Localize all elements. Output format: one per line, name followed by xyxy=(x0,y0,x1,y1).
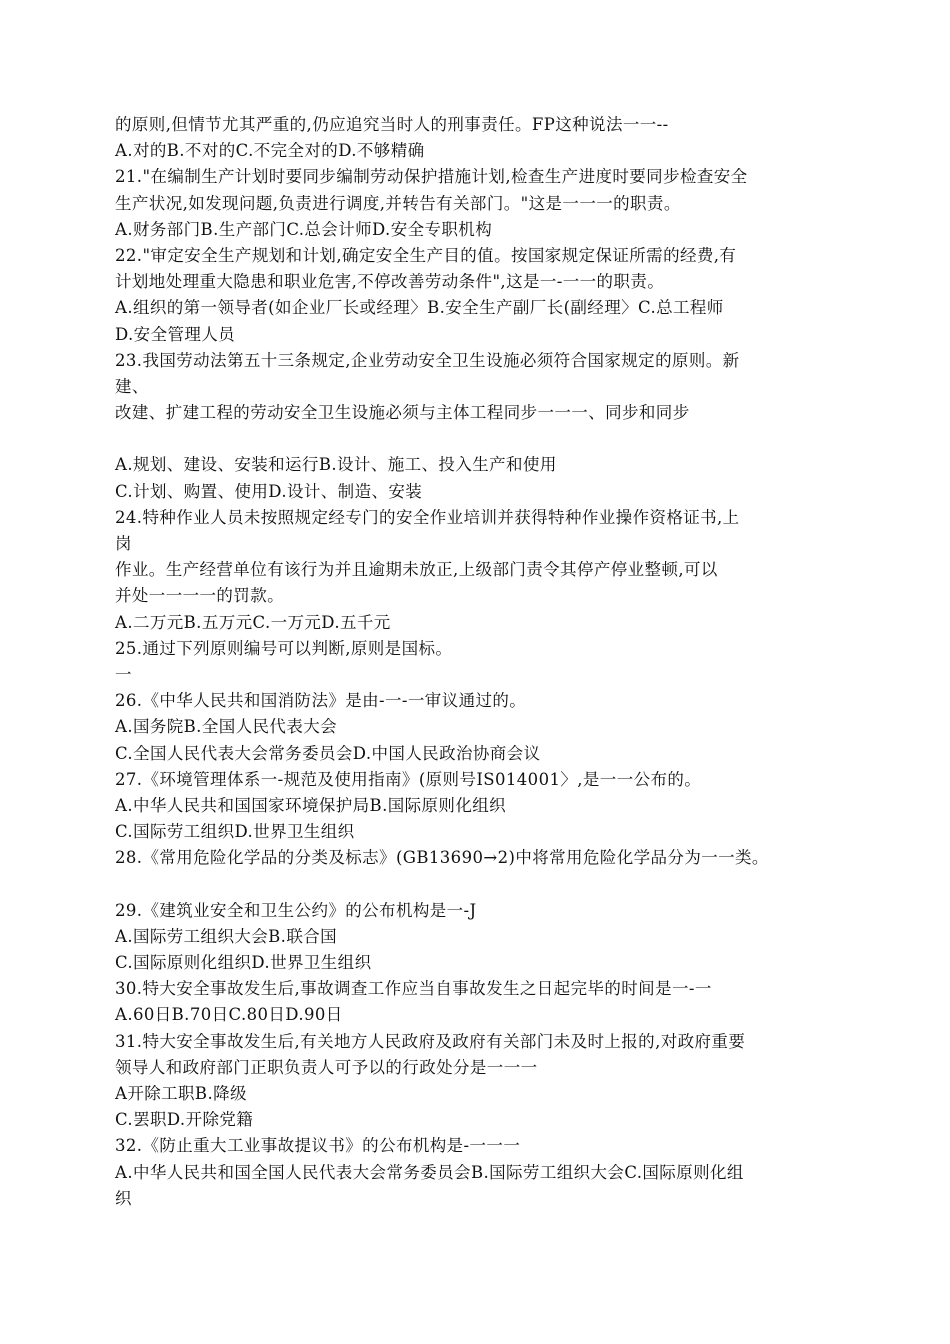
text-line: A.对的B.不对的C.不完全对的D.不够精确 xyxy=(115,141,425,161)
blank-line xyxy=(115,871,835,897)
text-line: A.财务部门B.生产部门C.总会计师D.安全专职机构 xyxy=(115,219,493,239)
text-line: 作业。生产经营单位有该行为并且逾期未放正,上级部门责令其停产停业整顿,可以 xyxy=(115,560,718,580)
text-line: 29.《建筑业安全和卫生公约》的公布机构是一-J xyxy=(115,900,477,920)
text-line: 计划地处理重大隐患和职业危害,不停改善劳动条件",这是一-一一的职责。 xyxy=(115,272,665,292)
text-line: 的原则,但情节尤其严重的,仍应追究当时人的刑事责任。FP这种说法一一-- xyxy=(115,115,669,134)
text-line: 岗 xyxy=(115,534,132,553)
text-line: A.二万元B.五万元C.一万元D.五千元 xyxy=(115,612,391,632)
text-line: 领导人和政府部门正职负责人可予以的行政处分是一一一 xyxy=(115,1057,538,1077)
text-line: 28.《常用危险化学品的分类及标志》(GB13690→2)中将常用危险化学品分为一一类。 xyxy=(115,848,769,868)
text-line: C.罢职D.开除党籍 xyxy=(115,1110,254,1130)
text-line: D.安全管理人员 xyxy=(115,324,236,344)
text-line: 26.《中华人民共和国消防法》是由-一-一审议通过的。 xyxy=(115,691,527,711)
text-line: A.组织的第一领导者(如企业厂长或经理〉B.安全生产副厂长(副经理〉C.总工程师 xyxy=(115,298,724,318)
text-line: 并处一一一一的罚款。 xyxy=(115,586,284,606)
text-line: A.中华人民共和国国家环境保护局B.国际原则化组织 xyxy=(115,795,507,815)
text-line: 24.特种作业人员未按照规定经专门的安全作业培训并获得特种作业操作资格证书,上 xyxy=(115,507,740,527)
text-line: A.国际劳工组织大会B.联合国 xyxy=(115,926,338,946)
text-line: 22."审定安全生产规划和计划,确定安全生产目的值。按国家规定保证所需的经费,有 xyxy=(115,245,737,265)
text-line: 27.《环境管理体系一-规范及使用指南》(原则号IS014001〉,是一一公布的。 xyxy=(115,769,702,789)
text-line: 一 xyxy=(115,664,132,684)
text-line: A.规划、建设、安装和运行B.设计、施工、投入生产和使用 xyxy=(115,455,557,475)
text-line: A.中华人民共和国全国人民代表大会常务委员会B.国际劳工组织大会C.国际原则化组 xyxy=(115,1162,744,1182)
text-line: 改建、扩建工程的劳动安全卫生设施必须与主体工程同步一一一、同步和同步 xyxy=(115,403,690,423)
text-line: 织 xyxy=(115,1188,132,1208)
text-line: A.60日B.70日C.80日D.90日 xyxy=(115,1005,343,1025)
text-line: 30.特大安全事故发生后,事故调查工作应当自事故发生之日起完毕的时间是一-一 xyxy=(115,979,712,999)
text-line: C.国际劳工组织D.世界卫生组织 xyxy=(115,822,355,842)
text-line: 23.我国劳动法第五十三条规定,企业劳动安全卫生设施必须符合国家规定的原则。新 xyxy=(115,350,740,370)
document-page xyxy=(115,112,835,1212)
text-line: 32.《防止重大工业事故提议书》的公布机构是-一一一 xyxy=(115,1136,521,1156)
text-line: C.全国人民代表大会常务委员会D.中国人民政治协商会议 xyxy=(115,743,541,763)
text-line: C.计划、购置、使用D.设计、制造、安装 xyxy=(115,481,423,501)
text-line: C.国际原则化组织D.世界卫生组织 xyxy=(115,953,372,972)
text-line: 25.通过下列原则编号可以判断,原则是国标。 xyxy=(115,638,453,658)
text-line: 21."在编制生产计划时要同步编制劳动保护措施计划,检查生产进度时要同步检查安全 xyxy=(115,167,748,187)
blank-line xyxy=(115,426,835,452)
text-line: A.国务院B.全国人民代表大会 xyxy=(115,717,338,737)
text-line: A开除工职B.降级 xyxy=(115,1083,247,1103)
text-line: 生产状况,如发现问题,负责进行调度,并转告有关部门。"这是一一一的职责。 xyxy=(115,193,681,213)
text-line: 建、 xyxy=(115,376,149,396)
text-line: 31.特大安全事故发生后,有关地方人民政府及政府有关部门未及时上报的,对政府重要 xyxy=(115,1031,746,1051)
